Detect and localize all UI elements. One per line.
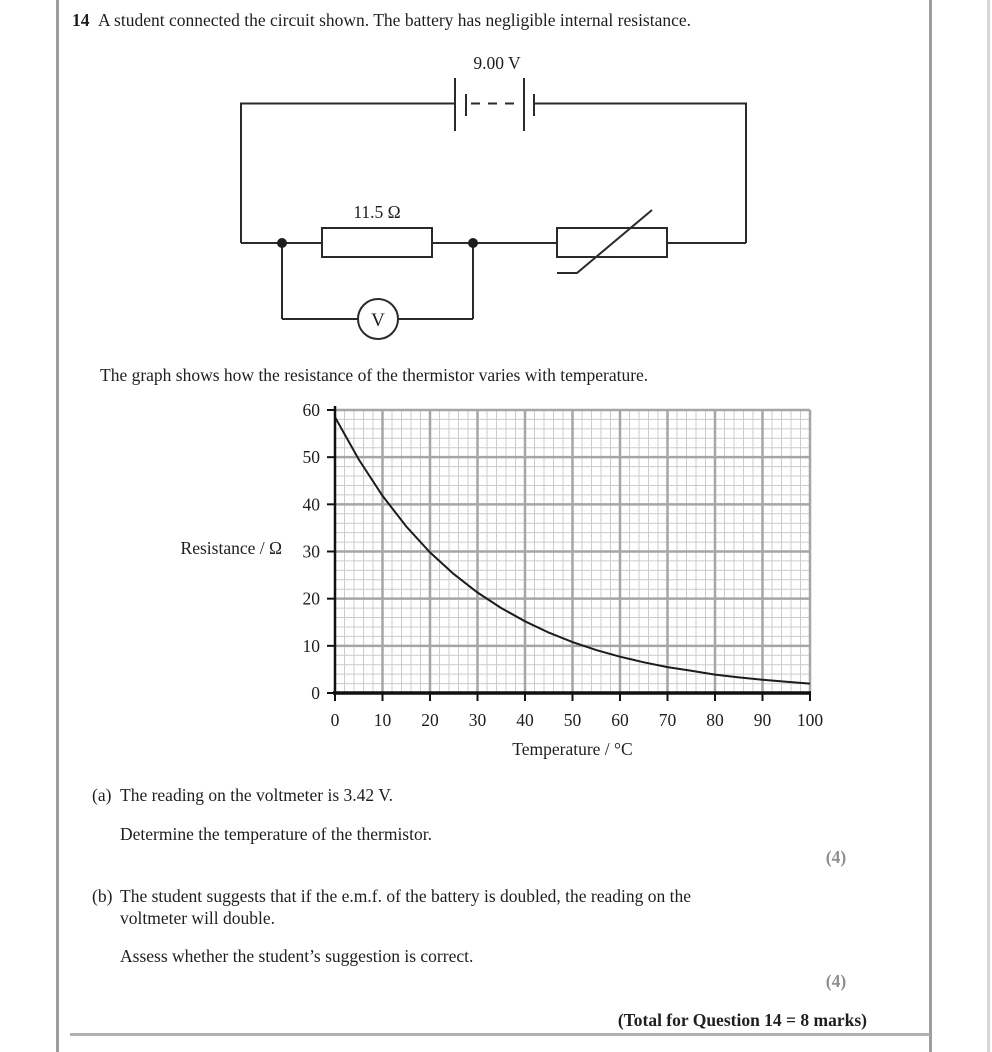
resistance-temperature-graph [280,395,840,765]
y-tick-label: 0 [311,683,320,703]
page-left-border [56,0,59,1052]
battery-label: 9.00 V [473,53,521,73]
x-axis-title: Temperature / °C [512,739,633,759]
x-tick-label: 20 [421,710,439,730]
y-tick-label: 60 [302,400,320,420]
x-tick-label: 80 [706,710,724,730]
resistor-box [322,228,432,257]
y-tick-label: 20 [302,588,320,609]
x-tick-label: 10 [373,710,392,730]
x-tick-label: 90 [753,710,772,730]
x-tick-label: 60 [611,710,629,730]
part-a-label: (a) [92,785,112,805]
part-a-marks: (4) [825,847,847,867]
total-marks-line: (Total for Question 14 = 8 marks) [617,1010,867,1030]
part-b-line2: voltmeter will double. [120,908,276,928]
circuit-diagram [230,45,760,350]
junction-dot [277,238,287,248]
y-tick-label: 30 [302,541,320,562]
y-axis-title: Resistance / Ω [180,538,282,558]
x-tick-label: 30 [468,710,487,730]
question-intro: A student connected the circuit shown. The battery has negligible internal resistance. [98,10,692,30]
y-tick-label: 50 [302,447,320,468]
junction-dot [468,238,478,248]
part-b-line3: Assess whether the student’s suggestion is correct. [120,946,474,966]
bottom-rule [70,1033,930,1036]
part-a-line2: Determine the temperature of the thermistor. [120,824,432,844]
part-b-label: (b) [92,886,113,906]
x-tick-label: 40 [516,710,534,730]
page-edge-line [987,0,990,1052]
graph-intro: The graph shows how the resistance of the thermistor varies with temperature. [100,365,649,385]
page-right-border [929,0,932,1052]
part-a-line1: The reading on the voltmeter is 3.42 V. [120,785,393,805]
x-tick-label: 100 [796,710,824,730]
x-tick-label: 50 [563,710,582,730]
y-tick-label: 10 [302,635,320,656]
voltmeter-label: V [371,310,385,331]
battery-symbol [455,78,534,131]
question-number: 14 [72,10,90,30]
part-b-marks: (4) [825,971,847,991]
thermistor-symbol [557,210,667,273]
part-b-line1: The student suggests that if the e.m.f. of the battery is doubled, the reading on the [120,886,692,906]
x-tick-label: 70 [658,710,677,730]
x-tick-label: 0 [330,710,340,730]
y-tick-label: 40 [302,494,320,515]
resistor-label: 11.5 Ω [353,202,401,222]
